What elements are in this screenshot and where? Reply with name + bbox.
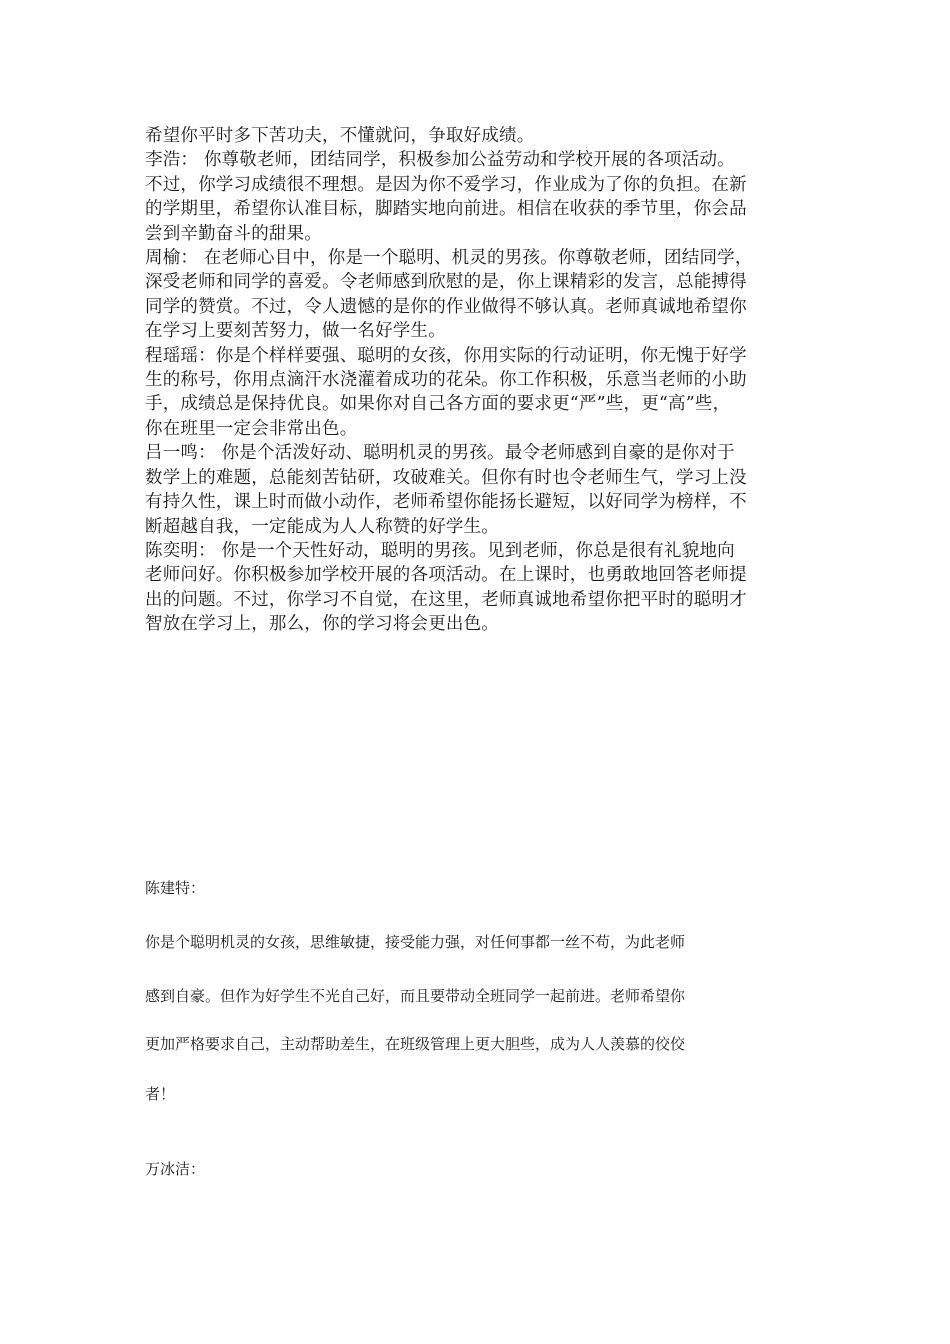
- student-name-heading: 万冰洁：: [145, 1160, 206, 1178]
- text-line: 尝到辛勤奋斗的甜果。: [145, 223, 322, 244]
- student-name-heading: 陈建特：: [145, 879, 206, 897]
- text-line: 深受老师和同学的喜爱。令老师感到欣慰的是，你上课精彩的发言，总能搏得: [145, 272, 747, 293]
- text-line: 你在班里一定会非常出色。: [145, 418, 358, 439]
- text-line: 你是个聪明机灵的女孩，思维敏捷，接受能力强，对任何事都一丝不苟，为此老师: [145, 933, 686, 951]
- text-line: 数学上的难题，总能刻苦钻研，攻破难关。但你有时也令老师生气，学习上没: [145, 467, 747, 488]
- text-line: 同学的赞赏。不过，令人遗憾的是你的作业做得不够认真。老师真诚地希望你: [145, 296, 747, 317]
- text-line: 出的问题。不过，你学习不自觉，在这里，老师真诚地希望你把平时的聪明才: [145, 589, 747, 610]
- text-line: 感到自豪。但作为好学生不光自己好，而且要带动全班同学一起前进。老师希望你: [145, 987, 686, 1005]
- text-line: 陈奕明： 你是一个天性好动，聪明的男孩。见到老师，你总是很有礼貌地向: [145, 540, 735, 561]
- text-line: 者！: [145, 1085, 176, 1103]
- text-line: 李浩： 你尊敬老师，团结同学，积极参加公益劳动和学校开展的各项活动。: [145, 150, 735, 171]
- text-line: 更加严格要求自己，主动帮助差生，在班级管理上更大胆些，成为人人羡慕的佼佼: [145, 1035, 686, 1053]
- text-line: 老师问好。你积极参加学校开展的各项活动。在上课时，也勇敢地回答老师提: [145, 565, 747, 586]
- text-line: 程瑶瑶：你是个样样要强、聪明的女孩，你用实际的行动证明，你无愧于好学: [145, 345, 747, 366]
- text-line: 的学期里，希望你认准目标，脚踏实地向前进。相信在收获的季节里，你会品: [145, 199, 747, 220]
- text-line: 希望你平时多下苦功夫，不懂就问，争取好成绩。: [145, 126, 535, 146]
- text-line: 智放在学习上，那么，你的学习将会更出色。: [145, 614, 499, 635]
- text-line: 吕一鸣： 你是个活泼好动、聪明机灵的男孩。最令老师感到自豪的是你对于: [145, 443, 735, 464]
- text-line: 生的称号，你用点滴汗水浇灌着成功的花朵。你工作积极，乐意当老师的小助: [145, 370, 747, 391]
- comments-block-upper: [145, 124, 810, 637]
- text-line: 在学习上要刻苦努力，做一名好学生。: [145, 321, 446, 342]
- text-line: 手，成绩总是保持优良。如果你对自己各方面的要求更“严”些，更“高”些，: [145, 394, 731, 415]
- text-line: 断超越自我，一定能成为人人称赞的好学生。: [145, 516, 499, 537]
- text-line: 有持久性，课上时而做小动作，老师希望你能扬长避短，以好同学为榜样，不: [145, 492, 747, 513]
- text-line: 不过，你学习成绩很不理想。是因为你不爱学习，作业成为了你的负担。在新: [145, 174, 747, 195]
- text-line: 周榆： 在老师心目中，你是一个聪明、机灵的男孩。你尊敬老师，团结同学，: [145, 248, 753, 269]
